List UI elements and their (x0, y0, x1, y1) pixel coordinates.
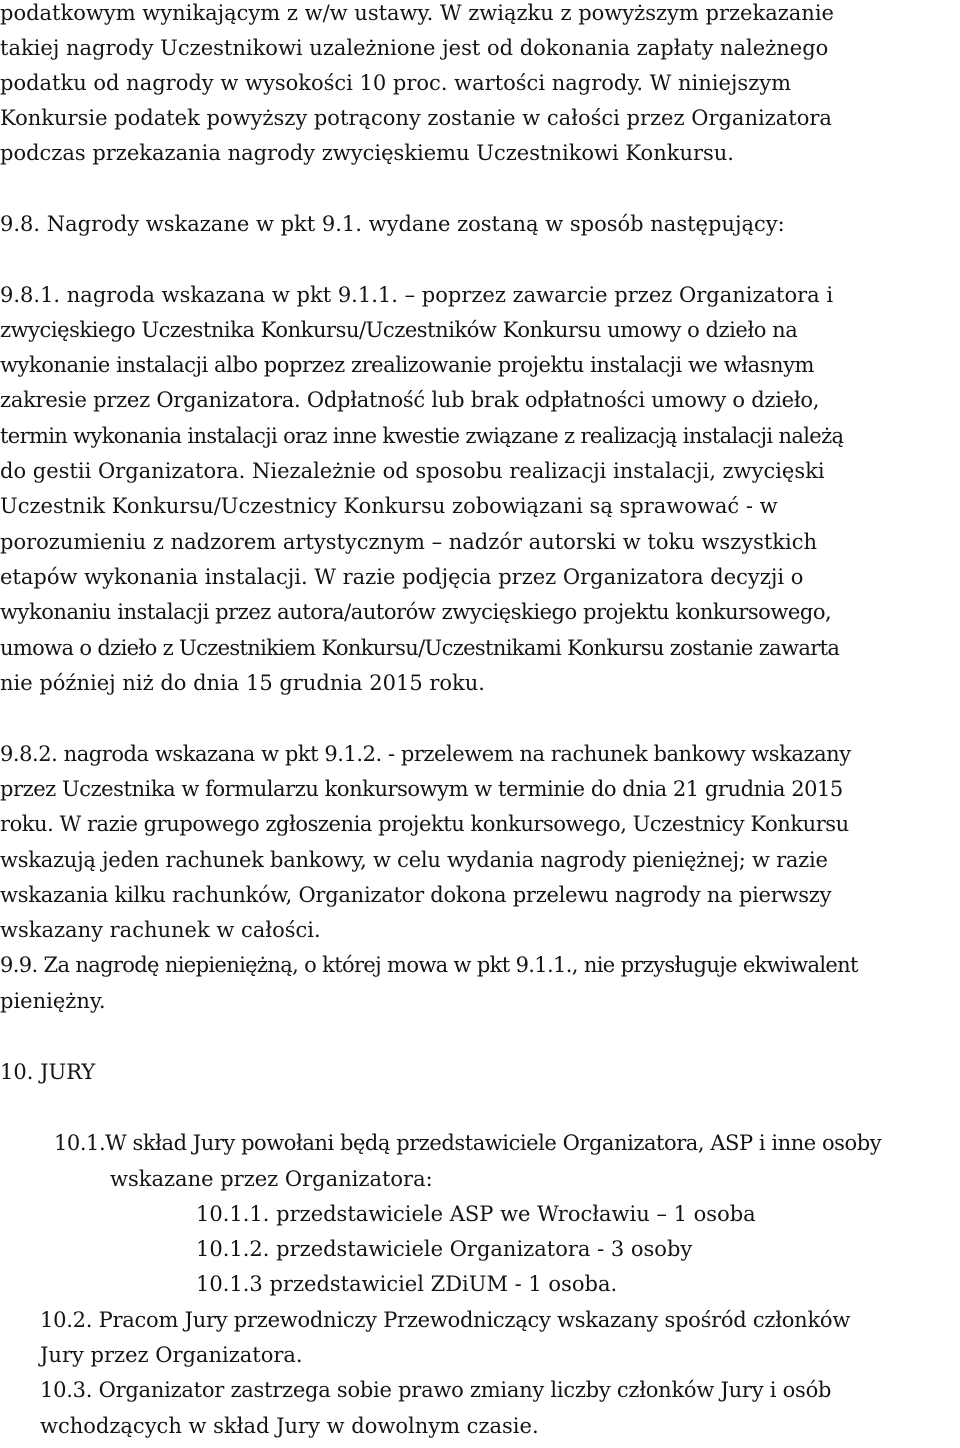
text-line: pieniężny. (0, 989, 106, 1013)
sublist-item: 10.1.2. przedstawiciele Organizatora - 3 osoby (196, 1237, 693, 1261)
text-line: nie później niż do dnia 15 grudnia 2015 roku. (0, 671, 485, 695)
section-heading-9-9: 9.9. Za nagrodę niepieniężną, o której mowa w pkt 9.1.1., nie przysługuje ekwiwalent (0, 953, 858, 977)
text-line: podatkowym wynikającym z w/w ustawy. W związku z powyższym przekazanie (0, 1, 834, 25)
text-line: Konkursie podatek powyższy potrącony zostanie w całości przez Organizatora (0, 106, 832, 130)
section-heading-9-8: 9.8. Nagrody wskazane w pkt 9.1. wydane zostaną w sposób następujący: (0, 212, 785, 236)
sublist-item: 10.1.1. przedstawiciele ASP we Wrocławiu – 1 osoba (196, 1202, 756, 1226)
text-line: umowa o dzieło z Uczestnikiem Konkursu/Uczestnikami Konkursu zostanie zawarta (0, 636, 840, 660)
text-line: wskazują jeden rachunek bankowy, w celu wydania nagrody pieniężnej; w razie (0, 848, 828, 872)
text-line: 9.8.1. nagroda wskazana w pkt 9.1.1. – poprzez zawarcie przez Organizatora i (0, 283, 834, 307)
section-heading-jury: 10. JURY (0, 1060, 96, 1084)
text-line: podatku od nagrody w wysokości 10 proc. wartości nagrody. W niniejszym (0, 71, 792, 95)
list-item: 10.3. Organizator zastrzega sobie prawo zmiany liczby członków Jury i osób (40, 1378, 832, 1402)
text-line: wskazania kilku rachunków, Organizator dokona przelewu nagrody na pierwszy (0, 883, 832, 907)
text-line: zwycięskiego Uczestnika Konkursu/Uczestników Konkursu umowy o dzieło na (0, 318, 798, 342)
list-item: 10.1.W skład Jury powołani będą przedstawiciele Organizatora, ASP i inne osoby (54, 1131, 882, 1155)
list-item: 10.2. Pracom Jury przewodniczy Przewodniczący wskazany spośród członków (40, 1308, 851, 1332)
text-line: etapów wykonania instalacji. W razie podjęcia przez Organizatora decyzji o (0, 565, 804, 589)
text-line: przez Uczestnika w formularzu konkursowym w terminie do dnia 21 grudnia 2015 (0, 777, 843, 801)
sublist-item: 10.1.3 przedstawiciel ZDiUM - 1 osoba. (196, 1272, 618, 1296)
list-item-continuation: wskazane przez Organizatora: (110, 1167, 433, 1191)
text-line: porozumieniu z nadzorem artystycznym – nadzór autorski w toku wszystkich (0, 530, 818, 554)
text-line: roku. W razie grupowego zgłoszenia projektu konkursowego, Uczestnicy Konkursu (0, 812, 849, 836)
text-line: termin wykonania instalacji oraz inne kwestie związane z realizacją instalacji należą (0, 424, 844, 448)
text-line: takiej nagrody Uczestnikowi uzależnione jest od dokonania zapłaty należnego (0, 36, 829, 60)
text-line: Uczestnik Konkursu/Uczestnicy Konkursu zobowiązani są sprawować - w (0, 494, 778, 518)
text-line: podczas przekazania nagrody zwycięskiemu Uczestnikowi Konkursu. (0, 141, 734, 165)
text-line: zakresie przez Organizatora. Odpłatność lub brak odpłatności umowy o dzieło, (0, 388, 820, 412)
text-line: wykonanie instalacji albo poprzez zrealizowanie projektu instalacji we własnym (0, 353, 814, 377)
text-line: do gestii Organizatora. Niezależnie od sposobu realizacji instalacji, zwycięski (0, 459, 825, 483)
list-item-continuation: Jury przez Organizatora. (40, 1343, 303, 1367)
text-line: wskazany rachunek w całości. (0, 918, 321, 942)
text-line: 9.8.2. nagroda wskazana w pkt 9.1.2. - przelewem na rachunek bankowy wskazany (0, 742, 851, 766)
list-item-continuation: wchodzących w skład Jury w dowolnym czasie. (40, 1414, 539, 1438)
text-line: wykonaniu instalacji przez autora/autorów zwycięskiego projektu konkursowego, (0, 600, 832, 624)
